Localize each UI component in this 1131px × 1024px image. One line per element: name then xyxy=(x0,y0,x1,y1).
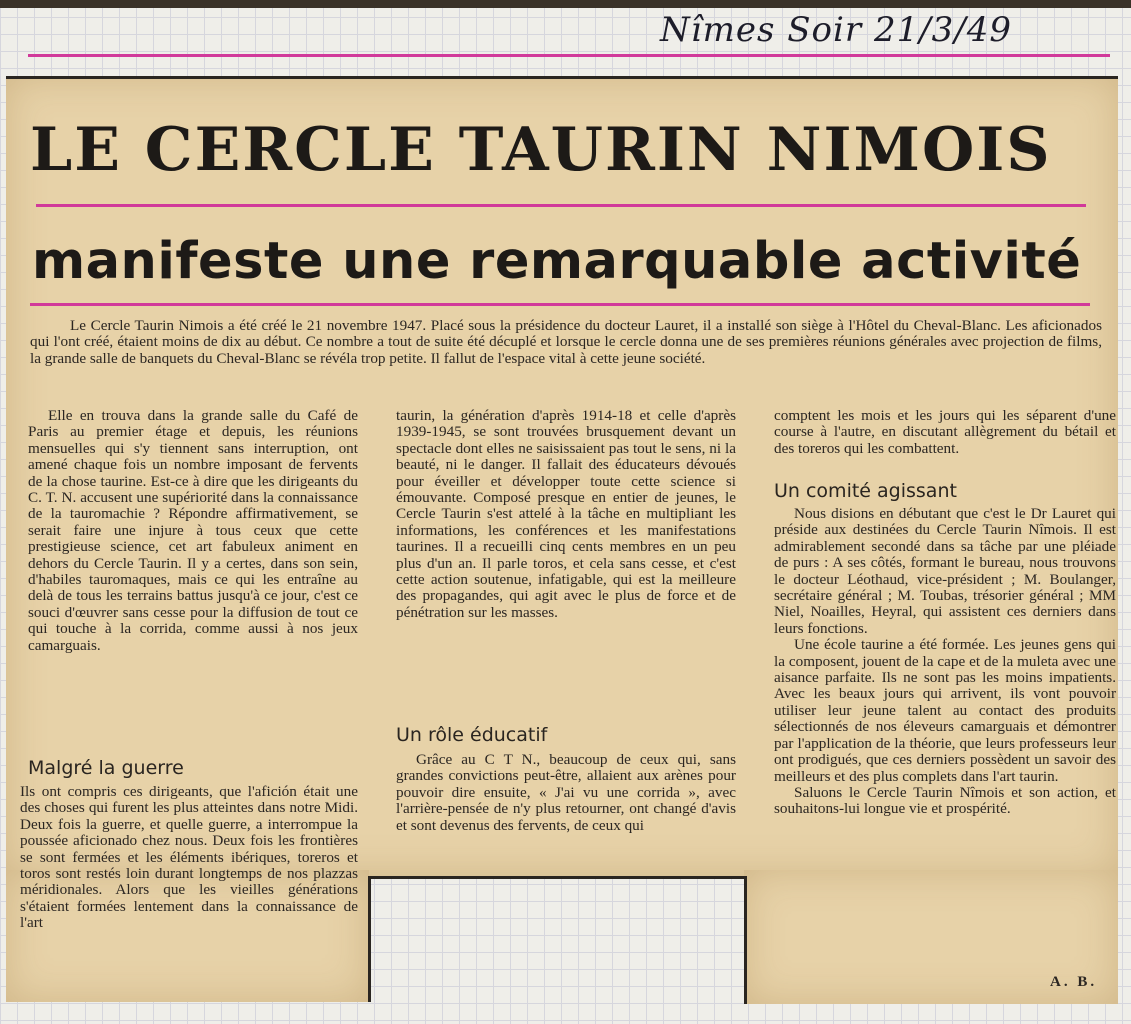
column-2-text-2 xyxy=(396,752,736,834)
column-2-text xyxy=(396,408,736,621)
col3-paragraph-3: Une école taurine a été formée. Les jeunes gens qui la composent, jouent de la cape et de la muleta avec une aisance parfaite. Ils ne sont pas les moins impatients. Avec les beaux jours qui arrivent, ils vont pouvoir utiliser leur jeune talent au contact des produits sélectionnés de nos éleveurs camarguais et démontrer par l'application de la théorie, que leurs professeurs leur ont prodigués, que ces derniers possèdent un savoir des meilleurs et des plus complets dans l'art taurin. xyxy=(774,636,1116,785)
intro-paragraph: Le Cercle Taurin Nimois a été créé le 21 novembre 1947. Placé sous la présidence du docteur Lauret, il a installé son siège à l'Hôtel du Cheval-Blanc. Les aficionados qui l'ont créé, étaient moins de dix au début. Ce nombre a tout de suite été décuplé et lorsque le cercle donna une de ses premières réunions générales avec projection de films, la grande salle de banquets du Cheval-Blanc se révéla trop petite. Il fallut de l'espace vital à cette jeune société. xyxy=(30,317,1102,367)
col3-paragraph-2: Nous disions en débutant que c'est le Dr Lauret qui préside aux destinées du Cercle Taurin Nîmois. Il est admirablement secondé dans sa tâche par une pléiade de purs : A ses côtés, formant le bureau, nous trouvons le docteur Léothaud, vice-président ; M. Boulanger, secrétaire général ; M. Toubas, trésorier général ; MM Niel, Noailles, Heyral, qui assistent ces derniers dans leurs fonctions. xyxy=(774,505,1116,637)
pink-underline-note xyxy=(28,54,1110,57)
pink-underline-headline xyxy=(36,204,1086,207)
handwritten-note: Nîmes Soir 21/3/49 xyxy=(660,10,1013,50)
section-heading-malgre-la-guerre: Malgré la guerre xyxy=(28,757,184,779)
pink-underline-subheadline xyxy=(30,303,1090,306)
column-1-text xyxy=(28,408,358,654)
col1-paragraph-2: Ils ont compris ces dirigeants, que l'afición était une des choses qui furent les plus atteintes dans notre Midi. Deux fois la guerre, et quelle guerre, a interrompue la poussée aficionado chez nous. Deux fois les frontières se sont fermées et les éléments ibériques, toreros et toros sont restés loin durant longtemps de nos plazzas méridionales. Alors que les vieilles générations s'étaient formées lentement dans la connaissance de l'art xyxy=(20,783,358,932)
headline: LE CERCLE TAURIN NIMOIS xyxy=(30,115,1052,185)
column-3-text-2 xyxy=(774,506,1116,818)
clipping-cut-border xyxy=(368,876,747,879)
col2-paragraph-2: Grâce au C T N., beaucoup de ceux qui, sans grandes convictions peut-être, allaient aux arènes pour pouvoir dire ensuite, « J'ai vu une corrida », avec l'arrière-pensée de n'y plus retourner, ont changé d'avis et sont devenus des fervents, de ceux qui xyxy=(396,751,736,834)
col3-paragraph-4: Saluons le Cercle Taurin Nîmois et son action, et souhaitons-lui longue vie et prospérité. xyxy=(774,783,1116,818)
section-heading-un-role-educatif: Un rôle éducatif xyxy=(396,724,548,746)
col3-paragraph-1: comptent les mois et les jours qui les séparent d'une course à l'autre, en discutant allègrement du bétail et des toreros qui les combattent. xyxy=(774,407,1116,457)
section-heading-un-comite-agissant: Un comité agissant xyxy=(774,480,957,502)
clipping-top-border xyxy=(6,76,1118,79)
author-signature: A. B. xyxy=(1050,974,1098,990)
clipping-cut-right xyxy=(744,876,747,1004)
subheadline: manifeste une remarquable activité xyxy=(32,232,1082,291)
clipping-cut-left xyxy=(368,876,371,1002)
col1-paragraph-1: Elle en trouva dans la grande salle du Café de Paris au premier étage et depuis, les réunions mensuelles qui s'y tiennent sans interruption, ont amené chaque fois un nombre imposant de fervents de la chose taurine. Est-ce à dire que les dirigeants du C. T. N. accusent une supériorité dans la connaissance de la tauromachie ? Répondre affirmativement, se serait faire une injure à tous ceux que cette prestigieuse science, cet art fabuleux animent en dehors du Cercle Taurin. Il y a certes, dans son sein, d'habiles tauromaques, mais ce qui les entraîne au delà de tous les terrains battus jusqu'à ce jour, c'est ce souci d'œuvrer sans cesse pour la diffusion de tout ce qui touche à la corrida, comme aussi à nos jeux camarguais. xyxy=(28,407,358,654)
column-3-text xyxy=(774,408,1116,457)
page-top-edge xyxy=(0,0,1131,8)
col2-paragraph-1: taurin, la génération d'après 1914-18 et celle d'après 1939-1945, se sont trouvées brusquement devant un spectacle dont elles ne saisissaient pas tout le sens, ni la beauté, ni le danger. Il fallait des éducateurs dévoués pour éveiller et développer toute cette science si émouvante. Composé presque en entier de jeunes, le Cercle Taurin s'est attelé à la tâche en multipliant les informations, les conférences et les manifestations taurines. Il a recueilli cinq cents membres en un peu plus d'un an. Il parle toros, et cela sans cesse, et c'est cette action soutenue, infatigable, qui est la meilleure des propagandes, qui agit avec le plus de force et de pénétration sur les masses. xyxy=(396,407,736,621)
column-1-text-2 xyxy=(20,784,358,932)
